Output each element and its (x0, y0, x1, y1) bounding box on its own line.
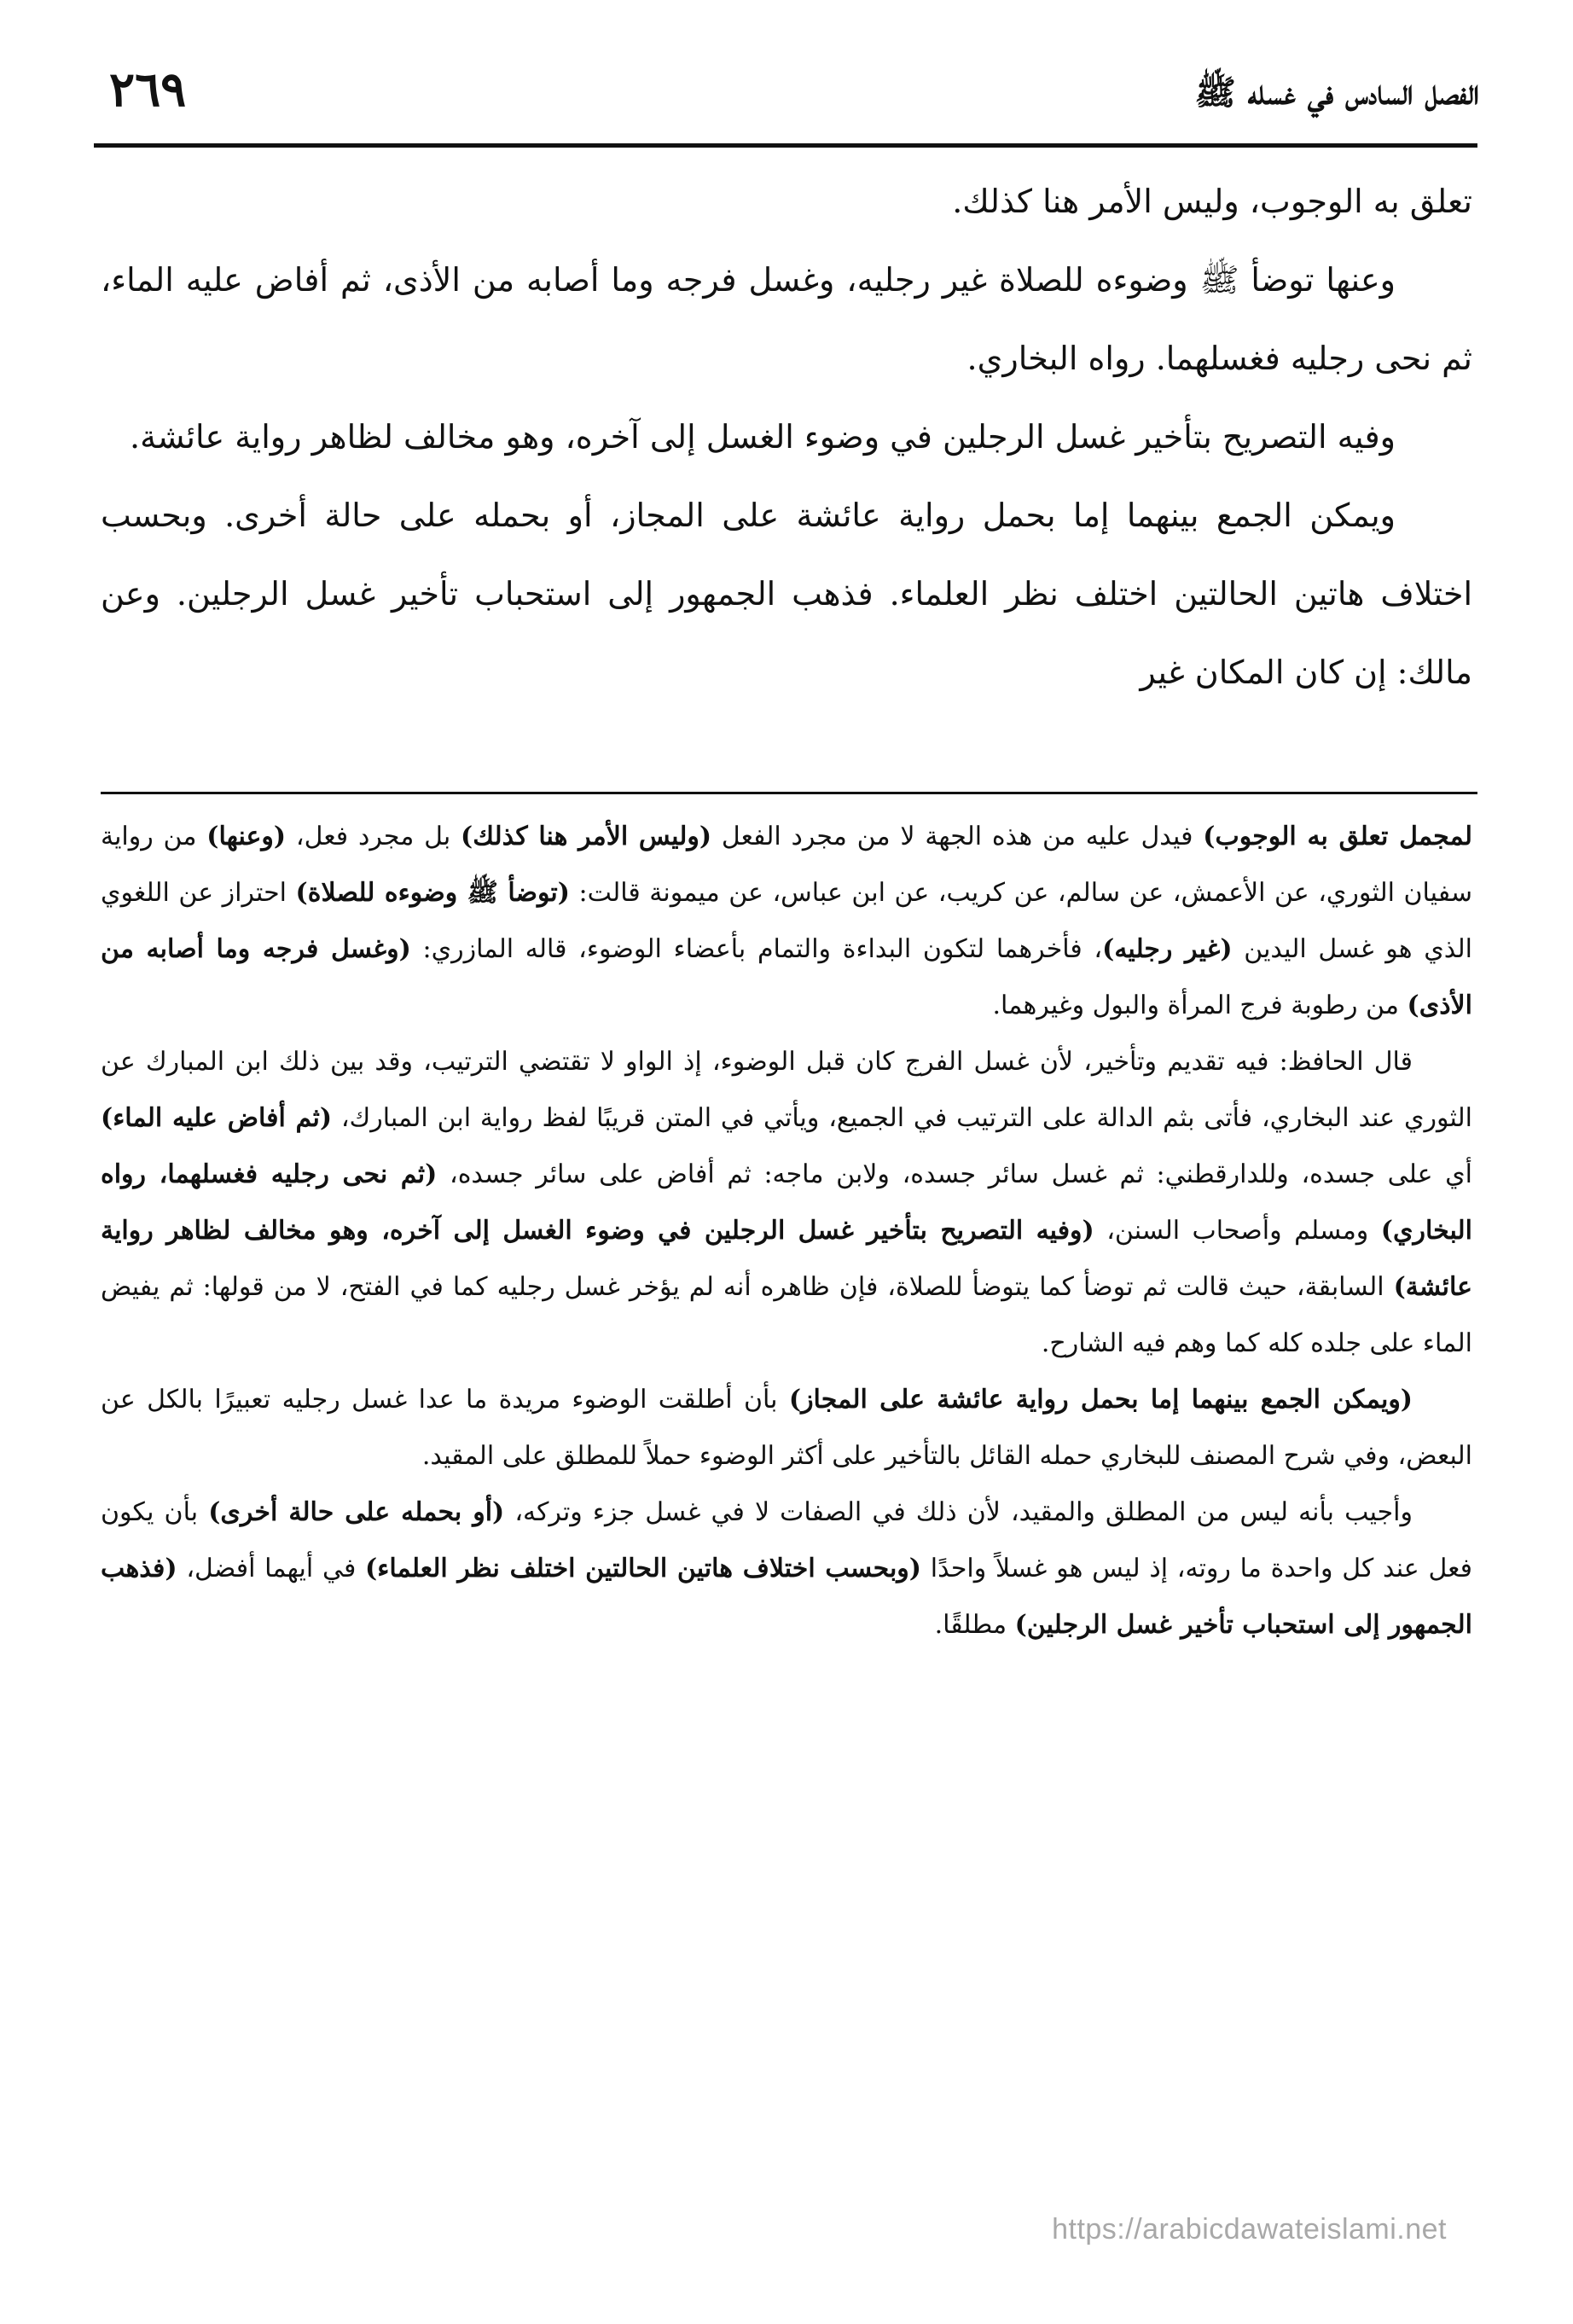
quoted-text: (فذهب الجمهور إلى استحباب تأخير غسل الرجلين) (101, 1554, 1472, 1640)
quoted-text: (وفيه التصريح بتأخير غسل الرجلين في وضوء الغسل إلى آخره، وهو مخالف لظاهر رواية عائشة) (101, 1216, 1472, 1302)
commentary-text-run: بأن أطلقت الوضوء مريدة ما عدا غسل رجليه تعبيرًا بالكل عن البعض، وفي شرح المصنف للبخاري حمله القائل بالتأخير على أكثر الوضوء حملاً للمطلق على المقيد. (101, 1385, 1472, 1471)
quoted-text: (وليس الأمر هنا كذلك) (461, 822, 712, 851)
source-watermark: https://arabicdawateislami.net (1052, 2213, 1447, 2246)
commentary-paragraph (101, 809, 1472, 1034)
main-paragraph: تعلق به الوجوب، وليس الأمر هنا كذلك. (952, 183, 1472, 220)
header-divider (94, 143, 1477, 148)
quoted-text: لمجمل تعلق به الوجوب) (1203, 822, 1473, 851)
quoted-text: (توضأ ﷺ وضوءه للصلاة) (295, 878, 570, 908)
quoted-text: (ويمكن الجمع بينهما إما بحمل رواية عائشة على المجاز) (788, 1385, 1413, 1415)
quoted-text: (وعنها) (206, 822, 287, 851)
commentary-text-run: من رواية سفيان الثوري، عن الأعمش، عن سالم، عن كريب، عن ابن عباس، عن ميمونة قالت: (101, 822, 1473, 908)
commentary-text-run: أي على جسده، وللدارقطني: ثم غسل سائر جسده، ولابن ماجه: ثم أفاض على سائر جسده، (437, 1159, 1472, 1189)
commentary-text-run: احتراز عن اللغوي الذي هو غسل اليدين (101, 878, 1472, 964)
commentary-text-run: قال الحافظ: فيه تقديم وتأخير، لأن غسل الفرج كان قبل الوضوء، إذ الواو لا تقتضي الترتيب، وقد بين ذلك ابن المبارك عن الثوري عند البخاري، فأتى بثم الدالة على الترتيب في الجميع، ويأتي في المتن قريبًا لفظ رواية ابن المبارك، (101, 1047, 1472, 1133)
commentary-divider (101, 792, 1477, 794)
quoted-text: (غير رجليه) (1102, 934, 1233, 964)
commentary-text (101, 809, 1472, 1653)
page-number: ٢٦٩ (109, 61, 187, 118)
commentary-text-run: ومسلم وأصحاب السنن، (1094, 1216, 1381, 1246)
quoted-text: (وغسل فرجه وما أصابه من الأذى) (101, 934, 1472, 1020)
commentary-paragraph (101, 1034, 1472, 1372)
commentary-text-run: من رطوبة فرج المرأة والبول وغيرهما. (992, 991, 1408, 1020)
main-paragraph: وفيه التصريح بتأخير غسل الرجلين في وضوء الغسل إلى آخره، وهو مخالف لظاهر رواية عائشة. (130, 418, 1396, 456)
commentary-text-run: مطلقًا. (934, 1610, 1015, 1640)
quoted-text: (وبحسب اختلاف هاتين الحالتين اختلف نظر العلماء) (365, 1554, 921, 1583)
quoted-text: (ثم نحى رجليه فغسلهما، رواه البخاري) (101, 1159, 1472, 1246)
chapter-title: الفصل السادس في غسله ﷺ (1194, 73, 1479, 113)
main-paragraph: وعنها توضأ ﷺ وضوءه للصلاة غير رجليه، وغسل فرجه وما أصابه من الأذى، ثم أفاض عليه الماء، ثم نحى رجليه فغسلهما. رواه البخاري. (101, 261, 1472, 377)
commentary-text-run: فيدل عليه من هذه الجهة لا من مجرد الفعل (711, 822, 1204, 851)
commentary-text-run: في أيهما أفضل، (177, 1554, 366, 1583)
commentary-text-run: بأن يكون فعل عند كل واحدة ما روته، إذ ليس هو غسلاً واحدًا (101, 1497, 1472, 1583)
main-paragraph: ويمكن الجمع بينهما إما بحمل رواية عائشة على المجاز، أو بحمله على حالة أخرى. وبحسب اختلاف هاتين الحالتين اختلف نظر العلماء. فذهب الجمهور إلى استحباب تأخير غسل الرجلين. وعن مالك: إن كان المكان غير (101, 497, 1472, 691)
commentary-text-run: ، فأخرهما لتكون البداءة والتمام بأعضاء الوضوء، قاله المازري: (410, 934, 1103, 964)
commentary-text-run: السابقة، حيث قالت ثم توضأ كما يتوضأ للصلاة، فإن ظاهره أنه لم يؤخر غسل رجليه كما في الفتح، لا من قولها: ثم يفيض الماء على جلده كله كما وهم فيه الشارح. (101, 1272, 1472, 1358)
commentary-text-run: بل مجرد فعل، (286, 822, 461, 851)
quoted-text: (ثم أفاض عليه الماء) (101, 1103, 333, 1133)
commentary-paragraph (101, 1484, 1472, 1653)
quoted-text: (أو بحمله على حالة أخرى) (208, 1497, 505, 1527)
main-text (101, 162, 1472, 712)
commentary-text-run: وأجيب بأنه ليس من المطلق والمقيد، لأن ذلك في الصفات لا في غسل جزء وتركه، (504, 1497, 1413, 1527)
page-header (94, 60, 1479, 145)
commentary-paragraph (101, 1372, 1472, 1484)
